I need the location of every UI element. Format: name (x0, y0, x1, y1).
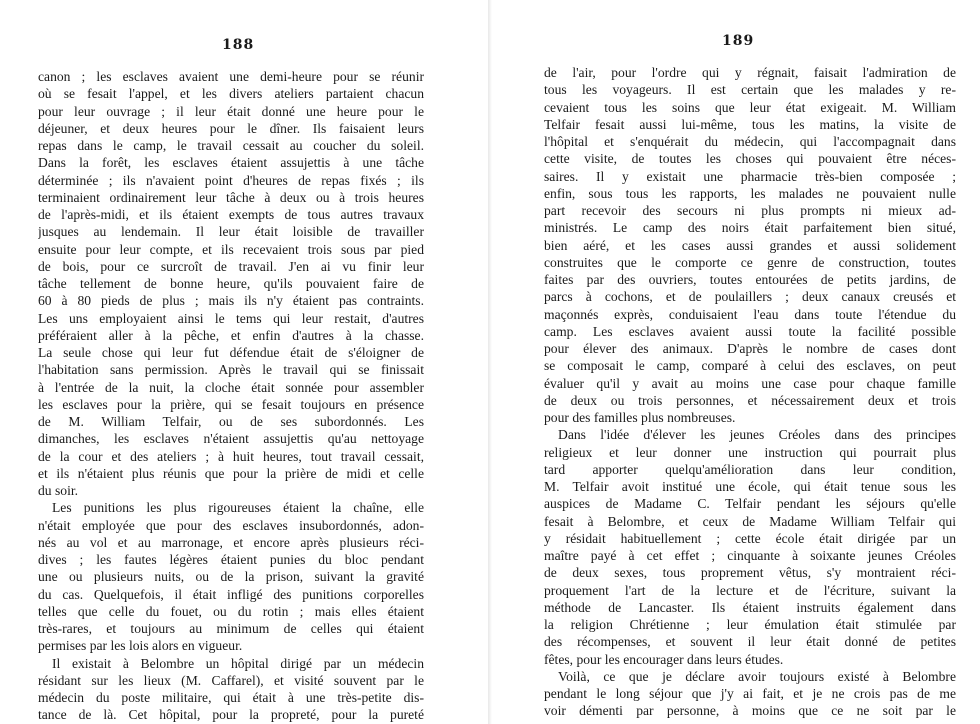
text-line: 60 à 80 pieds de plus ; mais ils n'y étaient pas contraints. (38, 293, 424, 309)
text-line: maçonnés exprès, conduisaient l'eau dans toute l'étendue du (544, 306, 956, 322)
text-line: du cas. Quelquefois, il était infligé des punitions corporelles (38, 586, 424, 602)
text-line: à l'entrée de la nuit, la cloche était sonnée pour assembler (38, 379, 424, 395)
text-line: permises par les lois alors en vigueur. (38, 638, 243, 654)
text-line: auspices de Madame C. Telfair pendant les séjours qu'elle (544, 496, 956, 512)
right-page-text (544, 64, 956, 720)
text-line: Voilà, ce que je déclare avoir toujours existé à Belombre (558, 668, 956, 684)
text-line: de M. William Telfair, ou de ses subordonnés. Les (38, 414, 424, 429)
text-line: Les punitions les plus rigoureuses étaient la chaîne, elle (52, 500, 424, 516)
text-line: et ils n'étaient plus réunis que pour la prière de midi et celle (38, 465, 424, 481)
right-page (492, 0, 980, 724)
text-line: de la cour et des ateliers ; à huit heures, tout travail cessait, (38, 448, 424, 464)
text-line: des récompenses, et souvent il leur était donné de petites (544, 634, 956, 650)
text-line: jusques au lendemain. Il leur était loisible de travailler (38, 224, 424, 240)
text-line: n'était employée que pour des esclaves insubordonnés, adon- (38, 517, 424, 533)
text-line: de l'air, pour l'ordre qui y régnait, faisait l'admiration de (544, 65, 956, 80)
text-line: part recevoir des secours ni plus prompts ni mieux ad- (544, 203, 956, 218)
text-line: construites que le comporte ce genre de construction, toutes (544, 254, 956, 270)
text-line: faites par des ouvriers, toutes entourées de petits jardins, de (544, 272, 956, 287)
text-line: voir démenti par personne, à moins que ce ne soit par le (544, 703, 956, 719)
text-line: de deux sexes, tous proprement vêtus, s'y montraient réci- (544, 565, 956, 581)
text-line: la religion Chrétienne ; leur émulation était stimulée par (544, 617, 956, 632)
text-line: déterminée ; ils n'avaient point d'heures de repas fixés ; ils (38, 172, 424, 188)
text-line: Dans l'idée d'élever les jeunes Créoles dans des principes (558, 427, 956, 443)
text-line: tous les voyageurs. Il est certain que les malades y re- (544, 82, 956, 98)
text-line: Il existait à Belombre un hôpital dirigé par un médecin (52, 655, 424, 671)
text-line: tâche tellement de bonne heure, qu'ils pouvaient faire de (38, 276, 424, 291)
text-line: fesait à Belombre, et ceux de Madame William Telfair qui (544, 513, 956, 529)
text-line: médecin du poste militaire, qui était à une très-petite dis- (38, 690, 424, 705)
text-line: tard apporter quelqu'amélioration dans leur condition, (544, 461, 956, 477)
text-line: saires. Il y existait une pharmacie très-bien composée ; (544, 168, 956, 184)
text-line: M. Telfair avoit institué une école, qui était tenue sous les (544, 479, 956, 494)
text-line: déjeuner, et deux heures pour le dîner. Ils faisaient leurs (38, 120, 424, 136)
text-line: se composait le camp, comparé à celui des esclaves, on peut (544, 358, 956, 374)
text-line: fêtes, pour les encourager dans leurs études. (544, 651, 784, 667)
text-line: l'hôpital et s'enquérait du médecin, qui l'accompagnait dans (544, 134, 956, 149)
text-line: pour leur ouvrage ; il leur était donné une heure pour le (38, 103, 424, 119)
page-number-right: 189 (722, 33, 755, 49)
text-line: ensuite pour leur compte, et ils recevaient trois sous par pied (38, 241, 424, 257)
text-line: La seule chose qui leur fut défendue était de s'éloigner de (38, 345, 424, 360)
text-line: y résidait habituellement ; cette école était dirigée par un (544, 530, 956, 546)
text-line: de bois, pour ce surcroît de travail. J'en ai vu finir leur (38, 258, 424, 274)
text-line: terminaient ordinairement leur tâche à deux ou à trois heures (38, 189, 424, 205)
text-line: l'habitation sans permission. Après le travail qui se finissait (38, 362, 424, 378)
text-line: enfin, sous tous les rapports, les malades ne pouvaient nulle (544, 185, 956, 201)
text-line: cette visite, de toutes les choses qui pouvaient être néces- (544, 151, 956, 167)
text-line: dimanches, les esclaves n'étaient assujettis qu'au nettoyage (38, 431, 424, 447)
text-line: bien aéré, et les cases aussi grandes et aussi solidement (544, 237, 956, 253)
text-line: préféraient aller à la pêche, et enfin d'autres à la chasse. (38, 327, 424, 343)
text-line: pendant le long séjour que j'y ai fait, et je ne crois pas de me (544, 686, 956, 701)
text-line: maître payé à cet effet ; cinquante à soixante jeunes Créoles (544, 548, 956, 563)
text-line: religieux et leur donner une instruction qui pourrait plus (544, 444, 956, 460)
text-line: pour des familles plus nombreuses. (544, 410, 736, 425)
text-line: nés au vol et au marronage, et encore après plusieurs réci- (38, 534, 424, 550)
text-line: tance de là. Cet hôpital, pour la propreté, pour la pureté (38, 707, 424, 723)
text-line: évaluer qu'il y avait au moins une case pour chaque famille (544, 375, 956, 391)
text-line: telles que celle du fouet, ou du rotin ; mais elles étaient (38, 603, 424, 619)
text-line: très-rares, et toujours au minimum de celles qui étaient (38, 621, 424, 636)
text-line: pour élever des animaux. D'après le nombre de cases dont (544, 341, 956, 356)
text-line: de deux ou trois personnes, et nécessairement deux et trois (544, 392, 956, 408)
text-line: Dans la forêt, les esclaves étaient assujettis à une tâche (38, 155, 424, 171)
text-line: Telfair fesait aussi lui-même, tous les matins, la visite de (544, 116, 956, 132)
text-line: dives ; les fautes légères étaient punies du bloc pendant (38, 552, 424, 567)
text-line: résidant sur les lieux (M. Caffarel), et visité souvent par le (38, 672, 424, 688)
text-line: où se fesait l'appel, et les divers ateliers partaient chacun (38, 86, 424, 102)
text-line: cevaient tous les soins que leur état exigeait. M. William (544, 99, 956, 115)
text-line: une ou plusieurs nuits, ou de la prison, suivant la gravité (38, 569, 424, 585)
text-line: du soir. (38, 483, 79, 498)
text-line: canon ; les esclaves avaient une demi-heure pour se réunir (38, 69, 424, 84)
text-line: proquement l'art de la lecture et de l'écriture, suivant la (544, 582, 956, 598)
text-line: camp. Les esclaves avaient aussi toute la facilité possible (544, 323, 956, 339)
text-line: parcs à cochons, et de poulaillers ; deux canaux creusés et (544, 289, 956, 305)
page-number-left: 188 (222, 37, 255, 53)
left-page-text (38, 68, 424, 724)
text-line: repas dans le camp, le travail cessait au coucher du soleil. (38, 138, 424, 153)
text-line: méthode de Lancaster. Ils étaient instruits également dans (544, 599, 956, 615)
text-line: ministrés. Le camp des noirs était parfaitement bien situé, (544, 220, 956, 236)
text-line: les esclaves pour la prière, qui se fesait toujours en présence (38, 396, 424, 412)
text-line: de l'après-midi, et ils étaient exempts de tous autres travaux (38, 207, 424, 222)
text-line: Les uns employaient ainsi le tems qui leur restait, d'autres (38, 310, 424, 326)
